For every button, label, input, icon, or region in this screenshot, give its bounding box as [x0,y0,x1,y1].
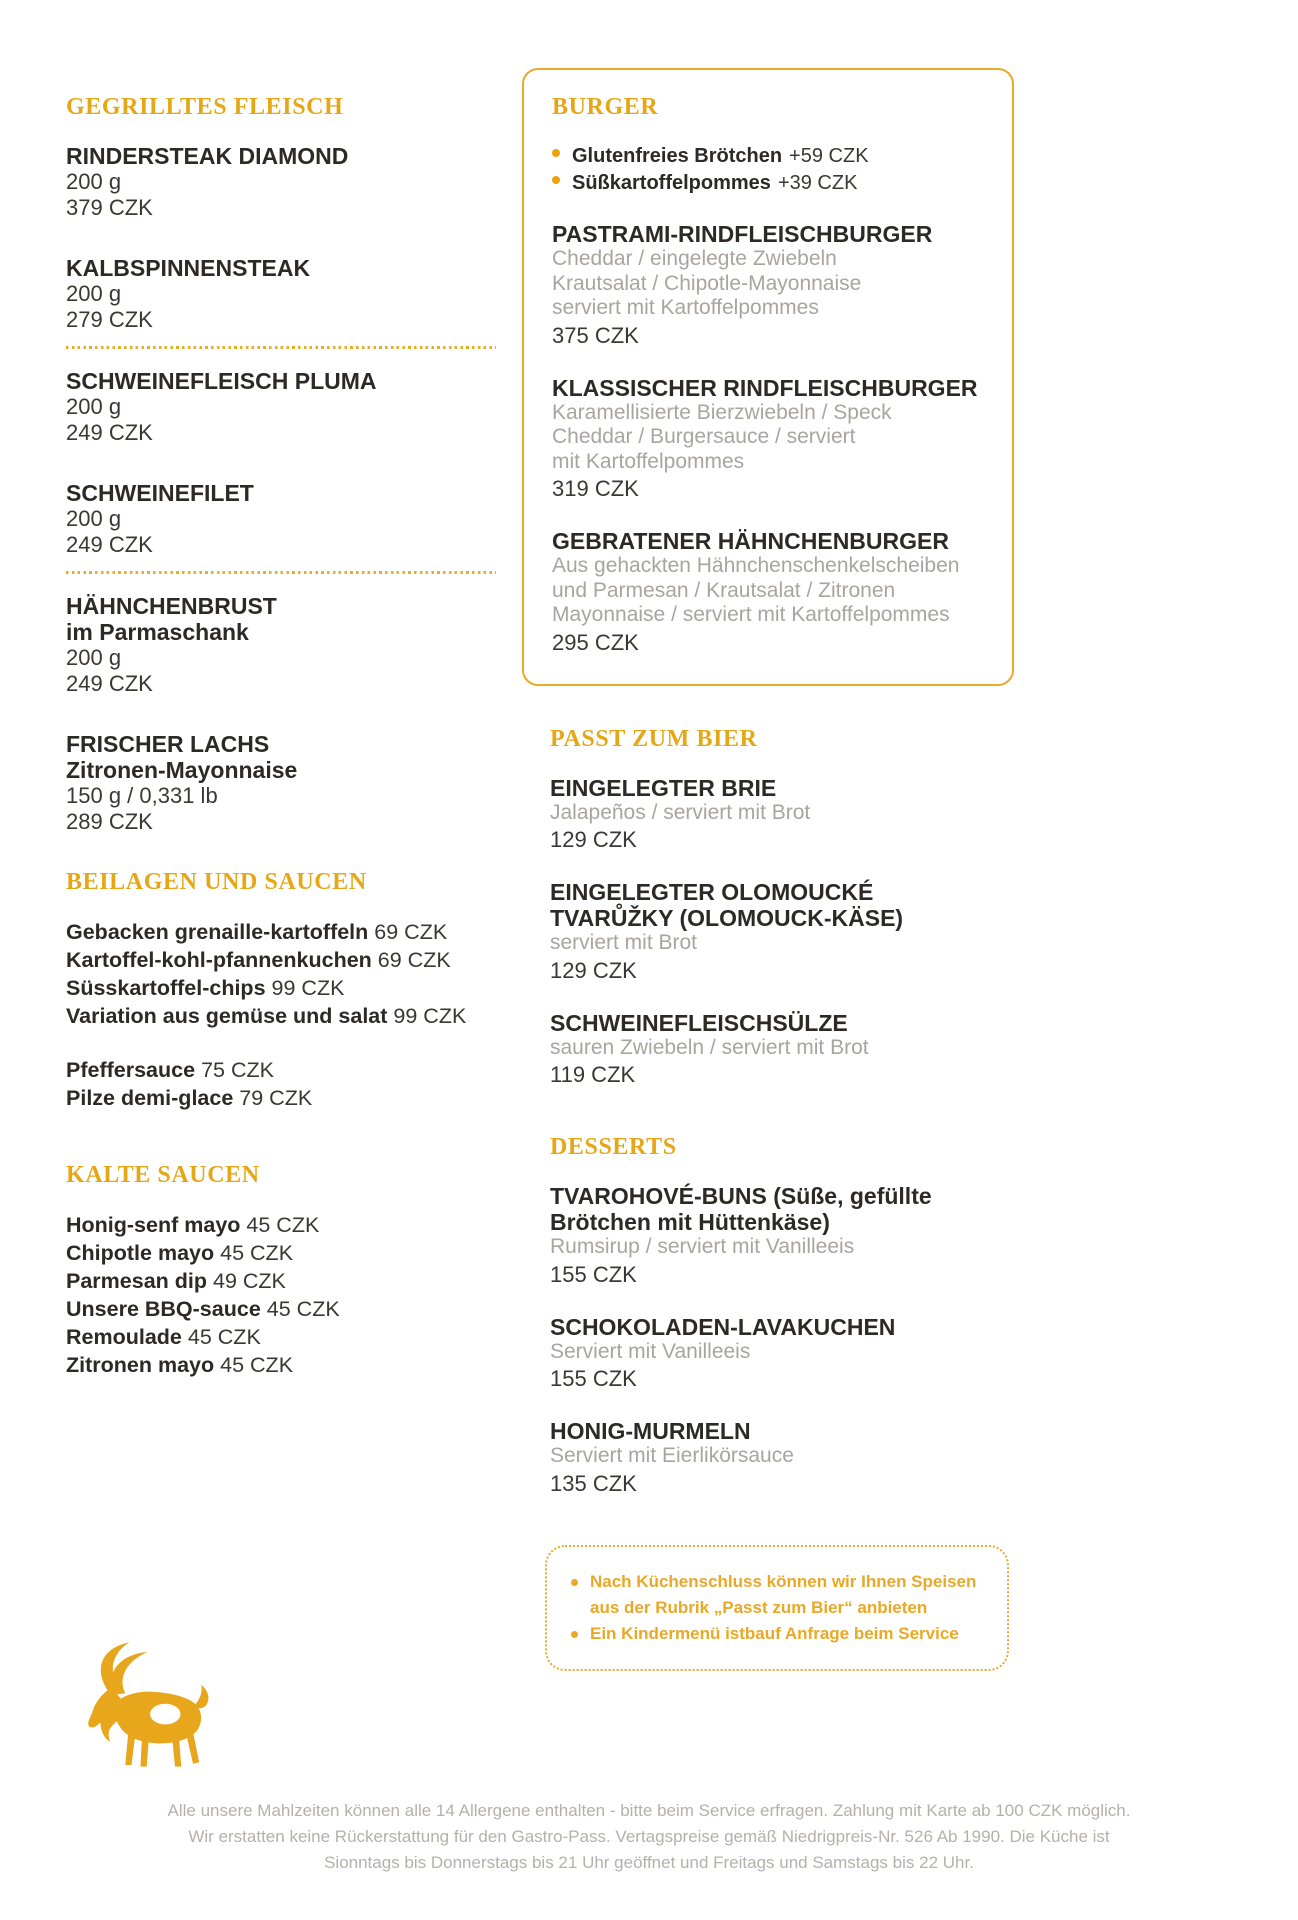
dotted-divider [66,346,496,349]
item-description: Aus gehackten Hähnchenschenkelscheiben [552,554,960,577]
row-price: 45 CZK [187,1325,261,1349]
item-price: 135 CZK [550,1470,637,1496]
item-name-lines [66,143,496,169]
right-column [522,68,1014,1671]
menu-item [66,255,496,349]
item-description: Karamellisierte Bierzwiebeln / Speck [552,400,892,424]
cold-sauces-list [66,1211,496,1379]
section-title-grilled-meat: GEGRILLTES FLEISCH [66,94,344,120]
row-spacer [66,1030,496,1056]
row-price: 45 CZK [220,1353,294,1377]
menu-row [66,918,496,946]
menu-item [550,1314,1014,1393]
item-name: TVAROHOVÉ-BUNS (Süße, gefüllte [550,1183,932,1209]
item-price: 129 CZK [550,957,637,983]
row-price: 79 CZK [239,1086,313,1110]
item-detail: 200 g [66,281,122,306]
row-name: Kartoffel-kohl-pfannenkuchen [66,948,372,972]
item-detail: 249 CZK [66,420,153,445]
row-name: Unsere BBQ-sauce [66,1297,261,1321]
row-price: 75 CZK [201,1058,274,1082]
row-price: 99 CZK [393,1004,467,1028]
item-name-lines [552,528,984,554]
menu-item [550,1418,1014,1497]
section-sides-sauces [66,869,496,1112]
item-name: SCHWEINEFILET [66,480,254,506]
item-desc-lines [550,1444,1014,1469]
section-title-burger: BURGER [552,94,659,120]
item-detail-lines [66,783,496,835]
menu-item [66,731,496,835]
goat-illustration-icon [70,1624,222,1782]
burger-addons-list [552,143,984,197]
grilled-meat-list [66,143,496,835]
item-name: GEBRATENER HÄHNCHENBURGER [552,528,949,554]
note-text: Ein Kindermenü istbauf Anfrage beim Service [590,1623,959,1643]
item-name-lines [66,731,496,783]
item-description: serviert mit Kartoffelpommes [552,296,819,319]
row-price: 69 CZK [374,920,448,944]
menu-row [66,1295,496,1323]
item-desc-lines [552,401,984,475]
addon-price: +39 CZK [777,172,858,194]
bullet-icon [552,149,560,157]
item-name: FRISCHER LACHS [66,731,270,757]
item-name: KALBSPINNENSTEAK [66,255,311,281]
item-name-lines [66,368,496,394]
item-detail: 379 CZK [66,195,153,220]
menu-item [552,375,984,503]
burger-items-list [552,221,984,656]
item-name: HONIG-MURMELN [550,1418,751,1444]
section-cold-sauces [66,1162,496,1379]
item-description: Mayonnaise / serviert mit Kartoffelpommes [552,603,950,626]
addon-row [552,143,984,170]
item-price: 295 CZK [552,629,639,655]
bullet-icon [552,176,560,184]
right-sections [522,726,1014,1497]
item-name-lines [550,879,1014,931]
item-name-lines [66,480,496,506]
item-price: 155 CZK [550,1261,637,1287]
row-name: Zitronen mayo [66,1353,215,1377]
item-name: HÄHNCHENBRUST [66,593,277,619]
section-beer-snacks [550,726,1014,1089]
row-price: 69 CZK [377,948,451,972]
item-description: Cheddar / eingelegte Zwiebeln [552,247,837,270]
row-name: Parmesan dip [66,1269,207,1293]
item-name-lines [550,1314,1014,1340]
item-description: Cheddar / Burgersauce / serviert [552,425,856,448]
item-name: KLASSISCHER RINDFLEISCHBURGER [552,374,978,401]
row-name: Pfeffersauce [66,1058,196,1082]
item-price: 129 CZK [550,827,637,852]
menu-row [66,946,496,974]
item-desc-lines [552,554,984,628]
item-price: 155 CZK [550,1366,637,1391]
row-name: Chipotle mayo [66,1241,215,1265]
row-name: Variation aus gemüse und salat [66,1004,388,1028]
note-text: Nach Küchenschluss können wir Ihnen Speisen aus der Rubrik „Passt zum Bier“ anbieten [590,1571,977,1617]
row-name: Süsskartoffel-chips [66,976,266,1000]
item-detail: 150 g / 0,331 lb [66,783,218,808]
menu-row [66,1267,496,1295]
item-desc-lines [550,801,1014,826]
item-price: 319 CZK [552,476,639,501]
item-detail: 289 CZK [66,809,153,834]
item-name: EINGELEGTER OLOMOUCKÉ [550,879,874,905]
menu-row [66,1084,496,1112]
item-name-lines [552,221,984,247]
item-detail-lines [66,281,496,333]
item-description: Serviert mit Eierlikörsauce [550,1444,794,1467]
menu-item [550,775,1014,854]
menu-item [550,879,1014,984]
burger-box [522,68,1014,686]
footer-line: Wir erstatten keine Rückerstattung für den Gastro-Pass. Vertagspreise gemäß Niedrigpreis-Nr. 526 Ab 1990. Die Küche ist [188,1827,1110,1846]
item-description: Jalapeños / serviert mit Brot [550,800,811,824]
addon-price: +59 CZK [789,145,869,167]
item-detail-lines [66,394,496,446]
item-detail: 200 g [66,394,122,419]
section-grilled-meat [66,94,496,835]
item-desc-lines [550,1036,1014,1061]
item-detail: 200 g [66,506,122,531]
item-detail-lines [66,645,496,697]
item-name: Brötchen mit Hüttenkäse) [550,1209,830,1235]
kitchen-note-box [545,1545,1009,1671]
dotted-divider [66,571,496,574]
item-name-lines [552,375,984,401]
footer-line: Alle unsere Mahlzeiten können alle 14 Allergene enthalten - bitte beim Service erfragen. Zahlung mit Karte ab 100 CZK möglich. [167,1801,1131,1820]
left-column [66,68,496,1671]
section-desserts [550,1134,1014,1497]
item-name: RINDERSTEAK DIAMOND [66,143,349,169]
item-detail: 249 CZK [66,671,153,696]
item-detail-lines [66,506,496,558]
menu-row [66,1323,496,1351]
row-name: Gebacken grenaille-kartoffeln [66,920,369,944]
row-name: Honig-senf mayo [66,1213,241,1237]
item-description: Rumsirup / serviert mit Vanilleeis [550,1235,855,1258]
item-detail: 200 g [66,645,122,670]
note-bullet-row [571,1569,983,1621]
item-name: SCHWEINEFLEISCH PLUMA [66,368,377,394]
bullet-icon [571,1631,578,1638]
item-name-lines [66,593,496,645]
row-price: 45 CZK [246,1213,320,1237]
menu-item [550,1183,1014,1288]
menu-item [66,143,496,221]
menu-item [552,221,984,349]
addon-row [552,170,984,197]
item-desc-lines [550,931,1014,956]
footer-lines [0,1798,1298,1876]
item-description: und Parmesan / Krautsalat / Zitronen [552,578,896,602]
menu-row [66,1002,496,1030]
addon-name: Süßkartoffelpommes [572,172,771,194]
item-price: 119 CZK [550,1062,636,1087]
row-price: 45 CZK [220,1241,294,1265]
item-name: SCHWEINEFLEISCHSÜLZE [550,1009,848,1036]
row-price: 45 CZK [266,1297,340,1321]
sides-list [66,918,496,1112]
row-name: Remoulade [66,1325,182,1349]
item-name: im Parmaschank [66,619,249,645]
item-detail-lines [66,169,496,221]
item-description: mit Kartoffelpommes [552,449,745,473]
row-price: 49 CZK [213,1269,286,1293]
item-name-lines [550,775,1014,801]
item-name: TVARŮŽKY (OLOMOUCK-KÄSE) [550,905,904,931]
footer-line: Sionntags bis Donnerstags bis 21 Uhr geöffnet und Freitags und Samstags bis 22 Uhr. [324,1853,974,1872]
section-title-sides: BEILAGEN UND SAUCEN [66,869,367,895]
menu-item [550,1010,1014,1089]
desserts-list [550,1183,1014,1497]
footer [0,1798,1298,1876]
item-name-lines [550,1418,1014,1444]
menu-row [66,1211,496,1239]
menu-item [66,593,496,697]
beer-items-list [550,775,1014,1089]
menu-row [66,1351,496,1379]
section-title-cold-sauces: KALTE SAUCEN [66,1162,260,1188]
item-description: Serviert mit Vanilleeis [550,1339,751,1363]
menu-item [552,528,984,656]
menu-row [66,1239,496,1267]
item-desc-lines [550,1340,1014,1365]
bullet-icon [571,1579,578,1586]
item-name-lines [550,1010,1014,1036]
item-desc-lines [552,247,984,321]
item-name-lines [550,1183,1014,1235]
menu-item [66,480,496,574]
item-description: serviert mit Brot [550,931,698,954]
item-detail: 249 CZK [66,532,153,557]
row-name: Pilze demi-glace [66,1086,234,1110]
section-title-beer: PASST ZUM BIER [550,725,758,752]
addon-name: Glutenfreies Brötchen [572,145,783,167]
item-detail: 200 g [66,169,122,194]
note-bullet-row [571,1621,983,1647]
item-price: 375 CZK [552,322,639,348]
menu-row [66,974,496,1002]
item-name: EINGELEGTER BRIE [550,774,777,801]
item-name: PASTRAMI-RINDFLEISCHBURGER [552,221,933,247]
item-name: SCHOKOLADEN-LAVAKUCHEN [550,1313,896,1340]
menu-row [66,1030,496,1084]
section-title-desserts: DESSERTS [550,1134,677,1160]
note-bullets-list [571,1569,983,1647]
item-description: Krautsalat / Chipotle-Mayonnaise [552,271,862,295]
item-name-lines [66,255,496,281]
item-detail: 279 CZK [66,307,153,332]
item-description: sauren Zwiebeln / serviert mit Brot [550,1035,869,1059]
menu-item [66,368,496,446]
row-price: 99 CZK [271,976,345,1000]
item-desc-lines [550,1235,1014,1260]
item-name: Zitronen-Mayonnaise [66,757,298,783]
